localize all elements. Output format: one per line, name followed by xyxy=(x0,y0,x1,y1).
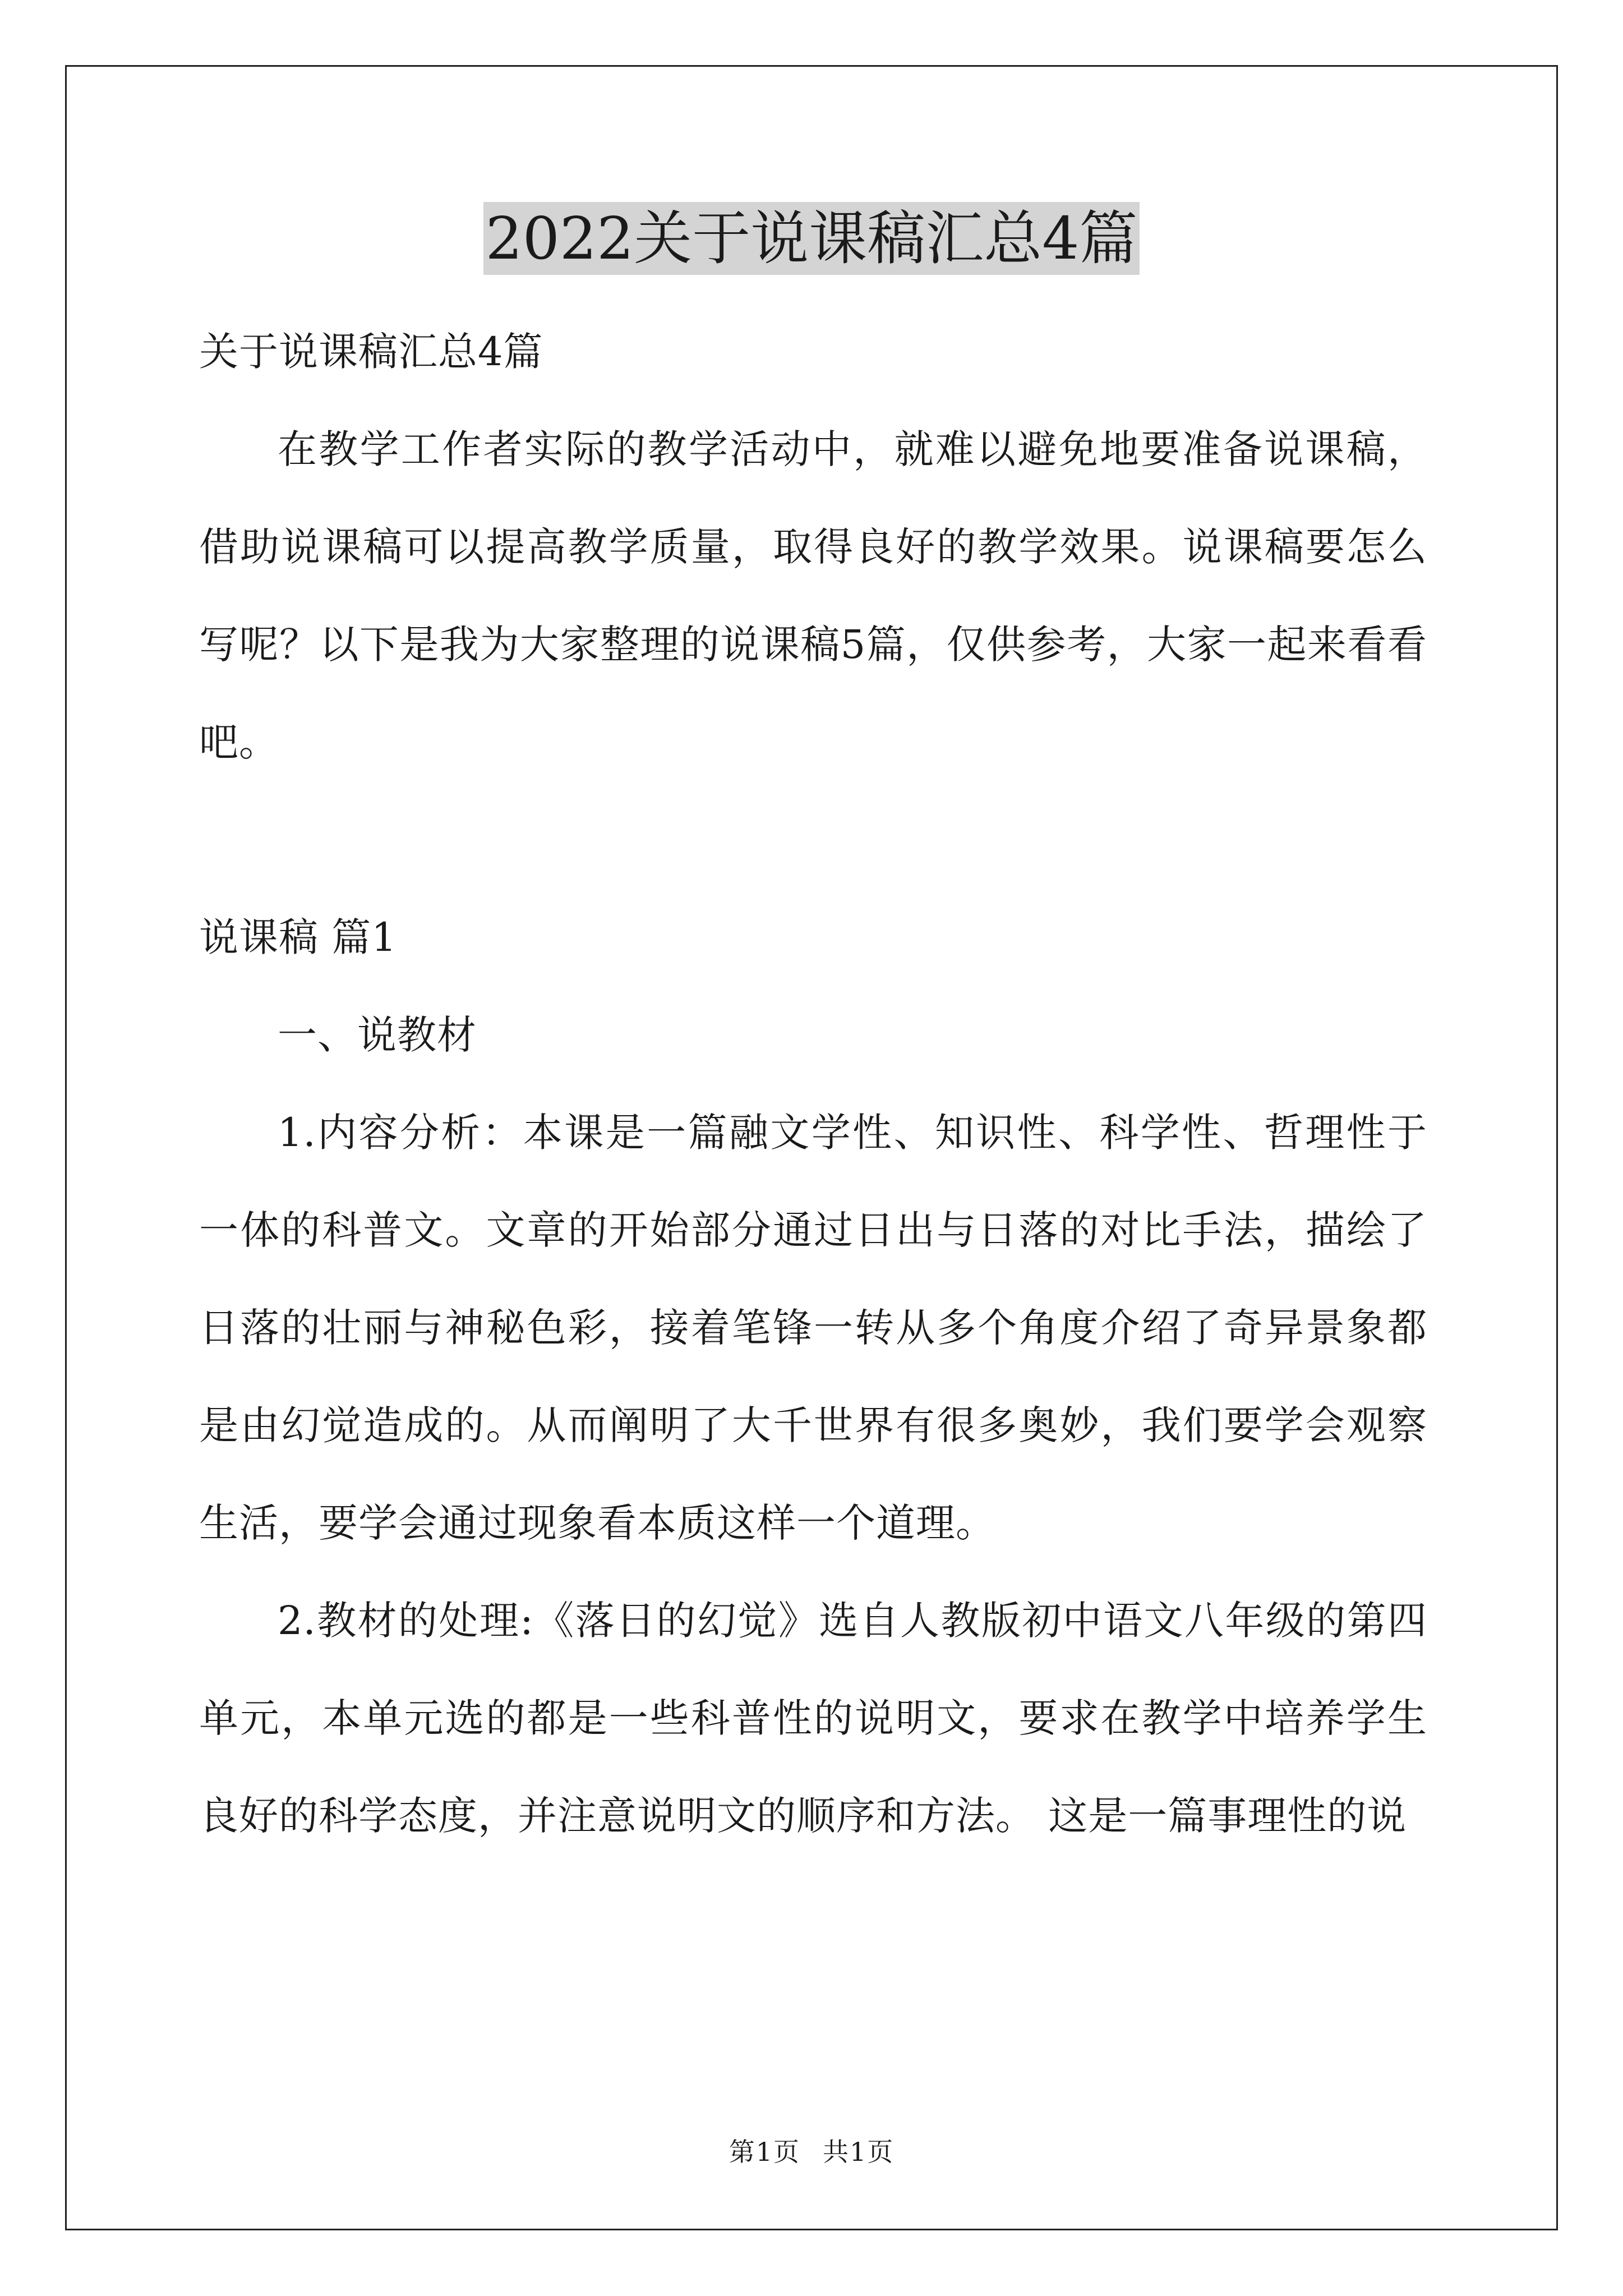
part-heading: 一、说教材 xyxy=(278,1012,477,1058)
page-number-total: 共1页 xyxy=(823,2137,895,2167)
page-footer xyxy=(0,2135,1623,2169)
paragraph-content-analysis: 1.内容分析：本课是一篇融文学性、知识性、科学性、哲理性于一体的科普文。文章的开始部分通过日出与日落的对比手法，描绘了日落的壮丽与神秘色彩，接着笔锋一转从多个角度介绍了奇异景象都是由幻觉造成的。从而阐明了大千世界有很多奥妙，我们要学会观察生活，要学会通过现象看本质这样一个道理。 xyxy=(199,1110,1427,1546)
intro-paragraph: 在教学工作者实际的教学活动中，就难以避免地要准备说课稿，借助说课稿可以提高教学质量，取得良好的教学效果。说课稿要怎么写呢？以下是我为大家整理的说课稿5篇，仅供参考，大家一起来看看吧。 xyxy=(199,426,1427,765)
spacer xyxy=(199,791,1427,889)
paragraph-material-handling: 2.教材的处理:《落日的幻觉》选自人教版初中语文八年级的第四单元，本单元选的都是一些科普性的说明文，要求在教学中培养学生良好的科学态度，并注意说明文的顺序和方法。 这是一篇事理性的说 xyxy=(199,1598,1427,1839)
document-body xyxy=(199,303,1427,1865)
document-subtitle: 关于说课稿汇总4篇 xyxy=(199,329,543,375)
page-number-current: 第1页 xyxy=(728,2137,800,2167)
title-container xyxy=(0,202,1623,275)
section-heading: 说课稿 篇1 xyxy=(199,914,397,960)
document-title: 2022关于说课稿汇总4篇 xyxy=(483,202,1140,275)
